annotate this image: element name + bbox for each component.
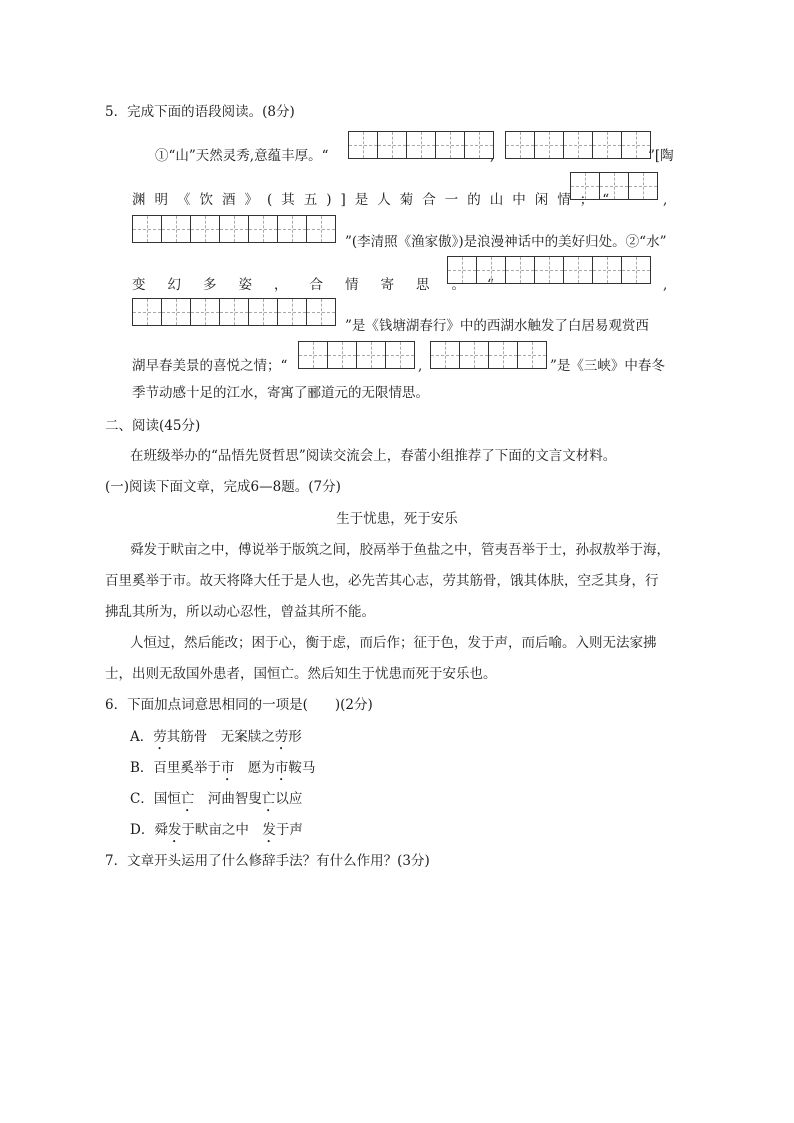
essay-p2-line2: 士，出则无敌国外患者，国恒亡。然后知生于忧患而死于安乐也。 [105, 666, 497, 682]
essay-p1-line3: 拂乱其所为，所以动心忍性，曾益其所不能。 [105, 604, 375, 620]
essay-title: 生于忧患，死于安乐 [336, 511, 458, 527]
q6-option-d[interactable]: D．舜发于畎亩之中 发于声 [130, 822, 303, 838]
answer-grid-8[interactable] [430, 341, 547, 369]
q7-stem: 7．文章开头运用了什么修辞手法？有什么作用？(3分) [105, 853, 430, 869]
answer-grid-6[interactable] [132, 298, 336, 326]
q5-line1-text: ①“山”天然灵秀,意蕴丰厚。“ [155, 148, 329, 164]
essay-p1-line2: 百里奚举于市。故天将降大任于是人也，必先苦其心志，劳其筋骨，饿其体肤，空乏其身，行 [105, 573, 659, 589]
q6-stem: 6．下面加点词意思相同的一项是( )(2分) [105, 697, 373, 713]
q5-line4-text: 变幻多姿，合情寄思。“ [132, 277, 516, 293]
punct-comma: , [663, 192, 668, 208]
answer-grid-7[interactable] [298, 341, 415, 369]
punct-comma: , [418, 358, 423, 374]
q5-line1-tail: ”[陶 [648, 148, 674, 164]
answer-grid-5[interactable] [447, 256, 651, 284]
answer-grid-4[interactable] [132, 215, 336, 243]
answer-grid-2[interactable] [505, 131, 651, 159]
punct-comma: , [663, 277, 668, 293]
essay-p2-line1: 人恒过，然后能改；困于心，衡于虑，而后作；征于色，发于声，而后喻。入则无法家拂 [130, 635, 657, 651]
q5-line6-tail: ”是《三峡》中春冬 [550, 358, 665, 374]
q5-line6-text: 湖早春美景的喜悦之情；“ [132, 358, 288, 374]
q5-title: 5．完成下面的语段阅读。(8分) [105, 104, 295, 120]
answer-grid-3[interactable] [570, 172, 658, 200]
punct-comma: , [490, 148, 495, 164]
q6-option-a[interactable]: A．劳其筋骨 无案牍之劳形 [130, 729, 302, 745]
q5-line3-text: ”(李清照《渔家傲》)是浪漫神话中的美好归处。②“水” [345, 234, 667, 250]
answer-grid-1[interactable] [348, 131, 494, 159]
q6-option-c[interactable]: C．国恒亡 河曲智叟亡以应 [130, 791, 303, 807]
q5-line2-text: 渊明《饮酒》(其五)]是人菊合一的山中闲情；“ [132, 192, 619, 208]
q5-line7-text: 季节动感十足的江水，寄寓了郦道元的无限情思。 [132, 385, 429, 401]
section-intro: 在班级举办的“品悟先贤哲思”阅读交流会上，春蕾小组推荐了下面的文言文材料。 [130, 448, 617, 464]
q6-option-b[interactable]: B．百里奚举于市 愿为市鞍马 [130, 760, 316, 776]
part-heading: (一)阅读下面文章，完成6—8题。(7分) [105, 479, 341, 495]
section-title: 二、阅读(45分) [105, 418, 201, 434]
q5-line5-text: ”是《钱塘湖春行》中的西湖水触发了白居易观赏西 [345, 318, 649, 334]
essay-p1-line1: 舜发于畎亩之中，傅说举于版筑之间，胶鬲举于鱼盐之中，管夷吾举于士，孙叔敖举于海， [130, 542, 670, 558]
